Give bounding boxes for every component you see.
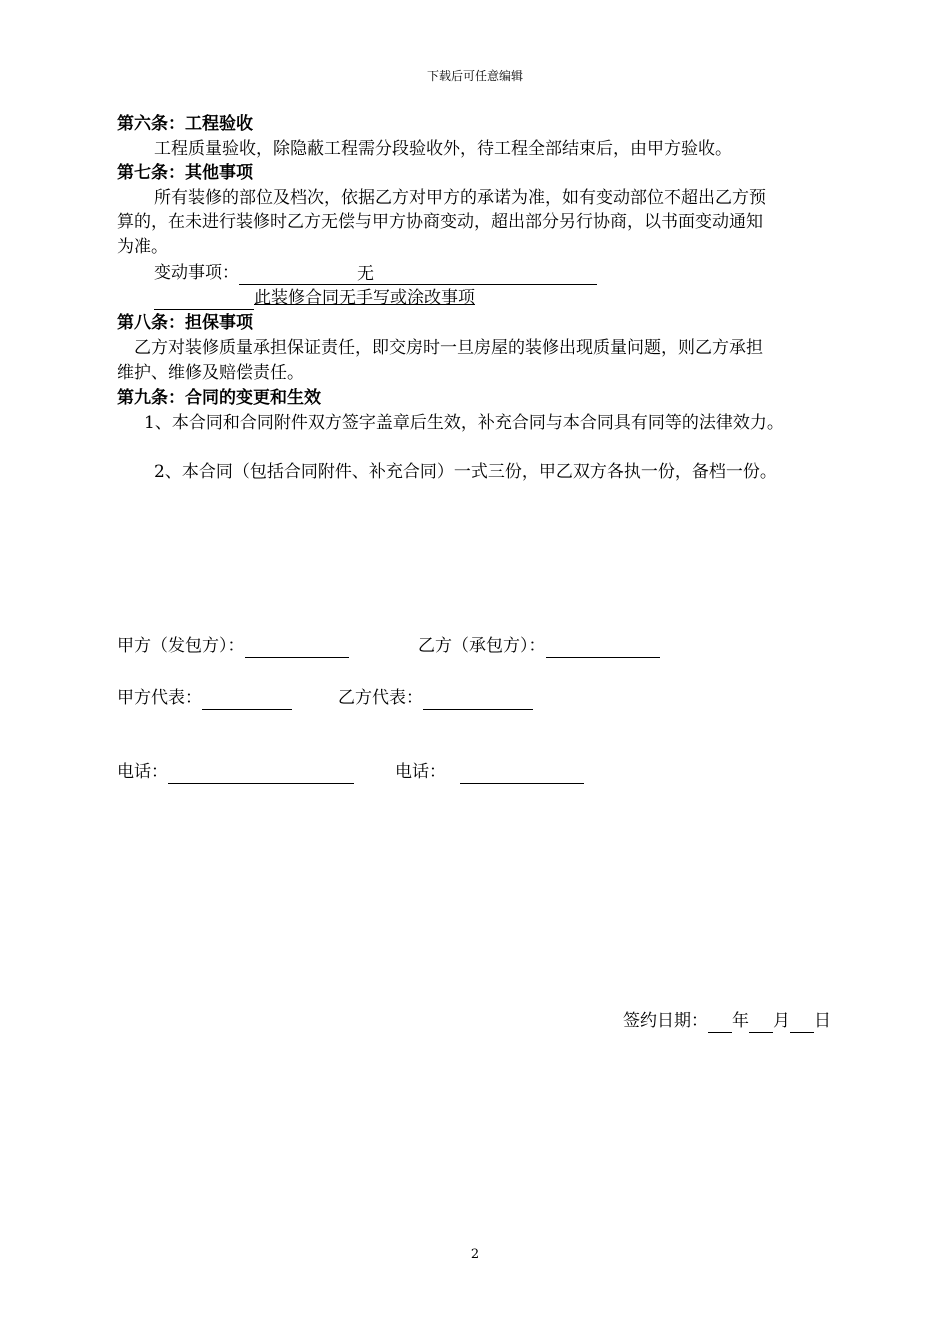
section-7-line-3: 为准。 bbox=[117, 237, 168, 257]
rep-b-label: 乙方代表： bbox=[338, 688, 423, 708]
change-note-row bbox=[154, 286, 475, 310]
section-9-title: 第九条：合同的变更和生效 bbox=[117, 388, 321, 408]
day-label: 日 bbox=[814, 1011, 831, 1031]
change-items-field bbox=[239, 262, 597, 285]
year-field[interactable] bbox=[708, 1012, 732, 1033]
section-8-line-1: 乙方对装修质量承担保证责任，即交房时一旦房屋的装修出现质量问题，则乙方承担 bbox=[134, 338, 763, 358]
phone-b-field[interactable] bbox=[460, 763, 584, 784]
party-a-label: 甲方（发包方）： bbox=[117, 636, 245, 656]
change-items-row bbox=[154, 261, 597, 285]
phone-b-row bbox=[395, 760, 584, 784]
section-6-title: 第六条：工程验收 bbox=[117, 114, 253, 134]
party-b-field[interactable] bbox=[546, 637, 660, 658]
rep-b-row bbox=[338, 686, 533, 710]
party-b-row bbox=[418, 634, 660, 658]
section-6-paragraph: 工程质量验收，除隐蔽工程需分段验收外，待工程全部结束后，由甲方验收。 bbox=[154, 139, 732, 159]
phone-a-label: 电话： bbox=[117, 762, 168, 782]
phone-a-row bbox=[117, 760, 354, 784]
party-b-label: 乙方（承包方）： bbox=[418, 636, 546, 656]
phone-b-label: 电话： bbox=[395, 762, 446, 782]
page-number: 2 bbox=[470, 1247, 480, 1262]
party-a-field[interactable] bbox=[245, 637, 349, 658]
section-7-title: 第七条：其他事项 bbox=[117, 163, 253, 183]
page-header: 下载后可任意编辑 bbox=[426, 69, 523, 83]
month-label: 月 bbox=[773, 1011, 790, 1031]
signing-date-row bbox=[623, 1009, 831, 1033]
section-8-title: 第八条：担保事项 bbox=[117, 313, 253, 333]
change-items-label: 变动事项： bbox=[154, 263, 239, 283]
year-label: 年 bbox=[732, 1011, 749, 1031]
change-note: 此装修合同无手写或涂改事项 bbox=[254, 288, 475, 308]
section-8-line-2: 维护、维修及赔偿责任。 bbox=[117, 363, 304, 383]
phone-a-field[interactable] bbox=[168, 763, 354, 784]
day-field[interactable] bbox=[790, 1012, 814, 1033]
section-7-line-1: 所有装修的部位及档次，依据乙方对甲方的承诺为准，如有变动部位不超出乙方预 bbox=[154, 188, 766, 208]
rep-a-label: 甲方代表： bbox=[117, 688, 202, 708]
change-items-value: 无 bbox=[357, 264, 374, 284]
section-7-line-2: 算的，在未进行装修时乙方无偿与甲方协商变动，超出部分另行协商，以书面变动通知 bbox=[117, 212, 763, 232]
signing-date-label: 签约日期： bbox=[623, 1011, 708, 1031]
section-9-item-1: 1、本合同和合同附件双方签字盖章后生效，补充合同与本合同具有同等的法律效力。 bbox=[144, 413, 784, 433]
rep-b-field[interactable] bbox=[423, 689, 533, 710]
month-field[interactable] bbox=[749, 1012, 773, 1033]
rep-a-row bbox=[117, 686, 292, 710]
party-a-row bbox=[117, 634, 349, 658]
section-9-item-2: 2、本合同（包括合同附件、补充合同）一式三份，甲乙双方各执一份，备档一份。 bbox=[154, 462, 777, 482]
rep-a-field[interactable] bbox=[202, 689, 292, 710]
change-note-underline bbox=[154, 289, 254, 310]
